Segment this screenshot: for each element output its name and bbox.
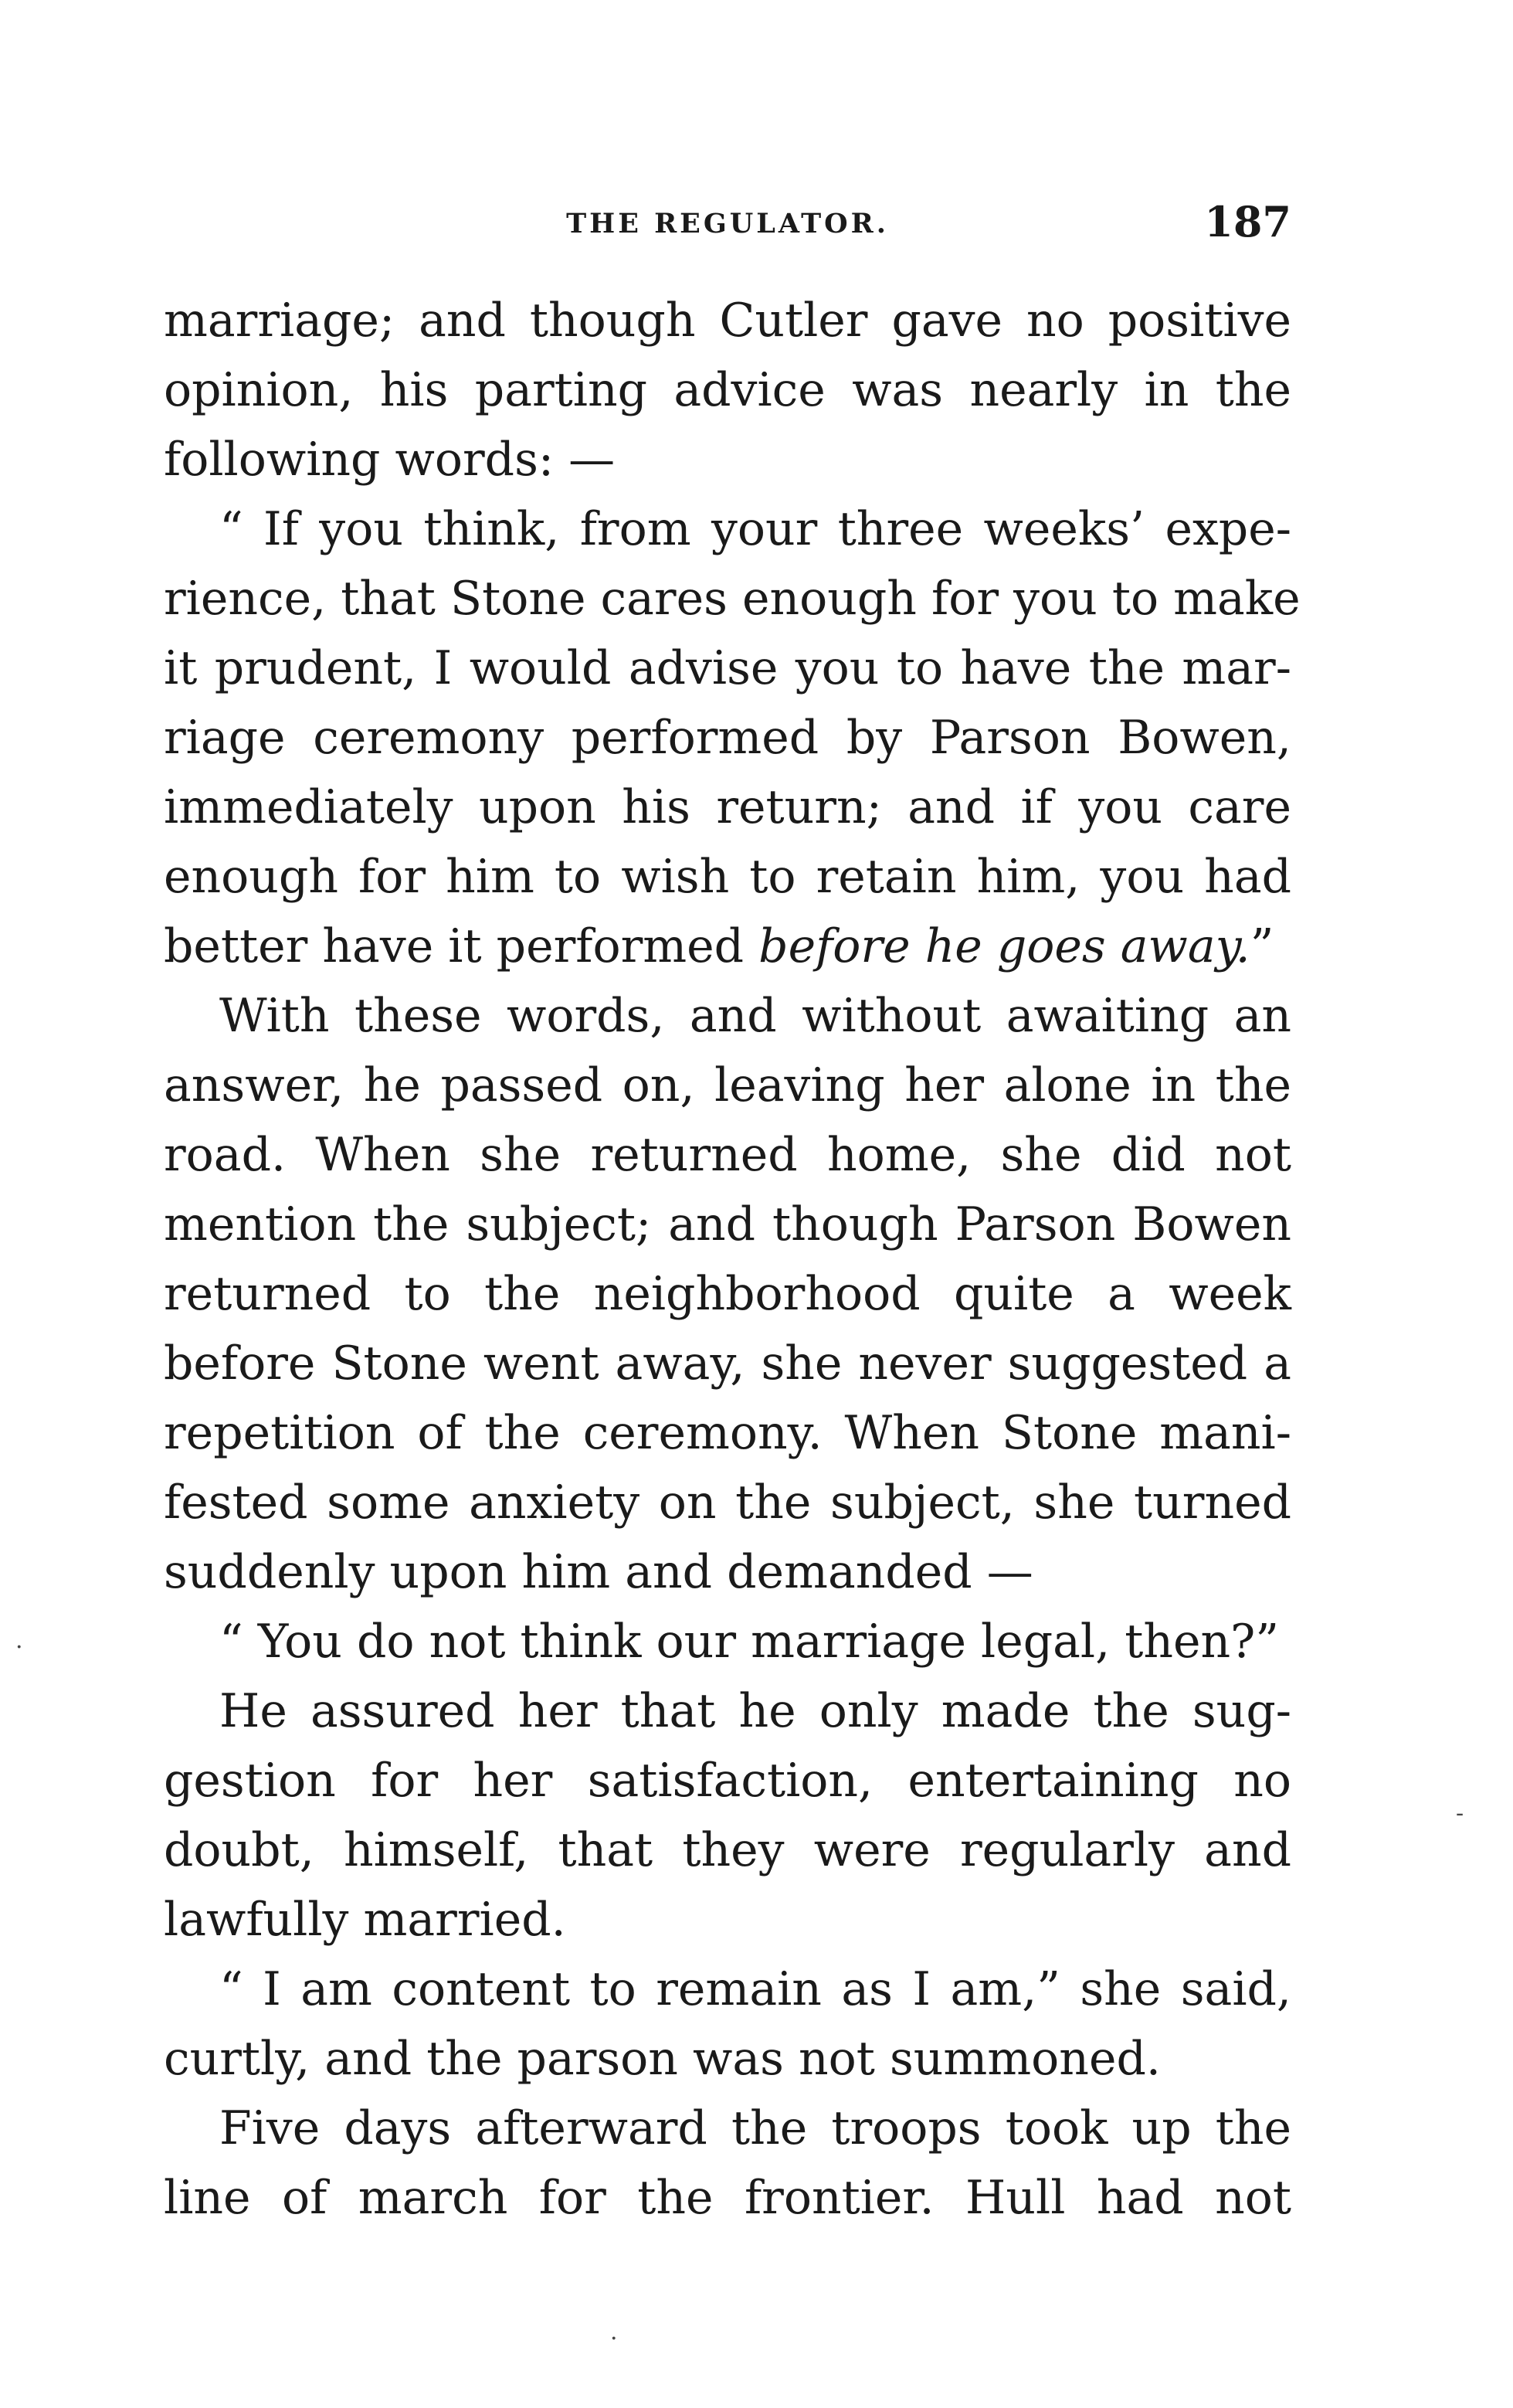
body-text	[164, 286, 1301, 2233]
text-line: “ If you think, from your three weeks’ expe-	[219, 502, 1291, 556]
text-line: following words: —	[164, 433, 616, 487]
text-line: marriage; and though Cutler gave no positive	[164, 294, 1291, 348]
running-title: THE REGULATOR.	[566, 208, 889, 239]
text-line: “ You do not think our marriage legal, then?”	[219, 1615, 1280, 1669]
text-span: ”	[1250, 919, 1274, 973]
text-line: Five days afterward the troops took up the	[219, 2101, 1291, 2155]
text-line: mention the subject; and though Parson Bowen	[164, 1197, 1291, 1252]
text-line: road. When she returned home, she did not	[164, 1128, 1291, 1182]
margin-speck: ·	[15, 1634, 23, 1661]
text-line: it prudent, I would advise you to have the mar-	[164, 641, 1291, 695]
text-line: curtly, and the parson was not summoned.	[164, 2032, 1161, 2086]
text-line: suddenly upon him and demanded —	[164, 1545, 1033, 1599]
text-line: rience, that Stone cares enough for you to make	[164, 572, 1301, 626]
text-line: gestion for her satisfaction, entertaining no	[164, 1754, 1291, 1808]
text-line: opinion, his parting advice was nearly in the	[164, 363, 1291, 417]
text-line: answer, he passed on, leaving her alone in the	[164, 1058, 1291, 1112]
text-span: better have it performed	[164, 919, 759, 973]
text-line-italic	[164, 912, 1291, 981]
text-line: enough for him to wish to retain him, you had	[164, 850, 1291, 904]
text-line: “ I am content to remain as I am,” she said,	[219, 1962, 1291, 2016]
text-line: doubt, himself, that they were regularly and	[164, 1823, 1291, 1877]
margin-speck: -	[1456, 1800, 1464, 1827]
text-line: He assured her that he only made the sug-	[219, 1684, 1291, 1738]
text-line: fested some anxiety on the subject, she turned	[164, 1476, 1291, 1530]
text-line: lawfully married.	[164, 1893, 566, 1947]
margin-speck: ·	[610, 2325, 618, 2352]
text-line: riage ceremony performed by Parson Bowen,	[164, 711, 1291, 765]
text-line: repetition of the ceremony. When Stone mani-	[164, 1406, 1291, 1460]
text-line: before Stone went away, she never suggested a	[164, 1336, 1291, 1391]
text-line: With these words, and without awaiting an	[219, 989, 1291, 1043]
page-header	[164, 197, 1291, 259]
page-number: 187	[1204, 197, 1291, 246]
text-line: immediately upon his return; and if you care	[164, 780, 1291, 834]
text-line: returned to the neighborhood quite a week	[164, 1267, 1291, 1321]
text-line: line of march for the frontier. Hull had not	[164, 2171, 1291, 2225]
italic-phrase: before he goes away.	[758, 919, 1250, 973]
